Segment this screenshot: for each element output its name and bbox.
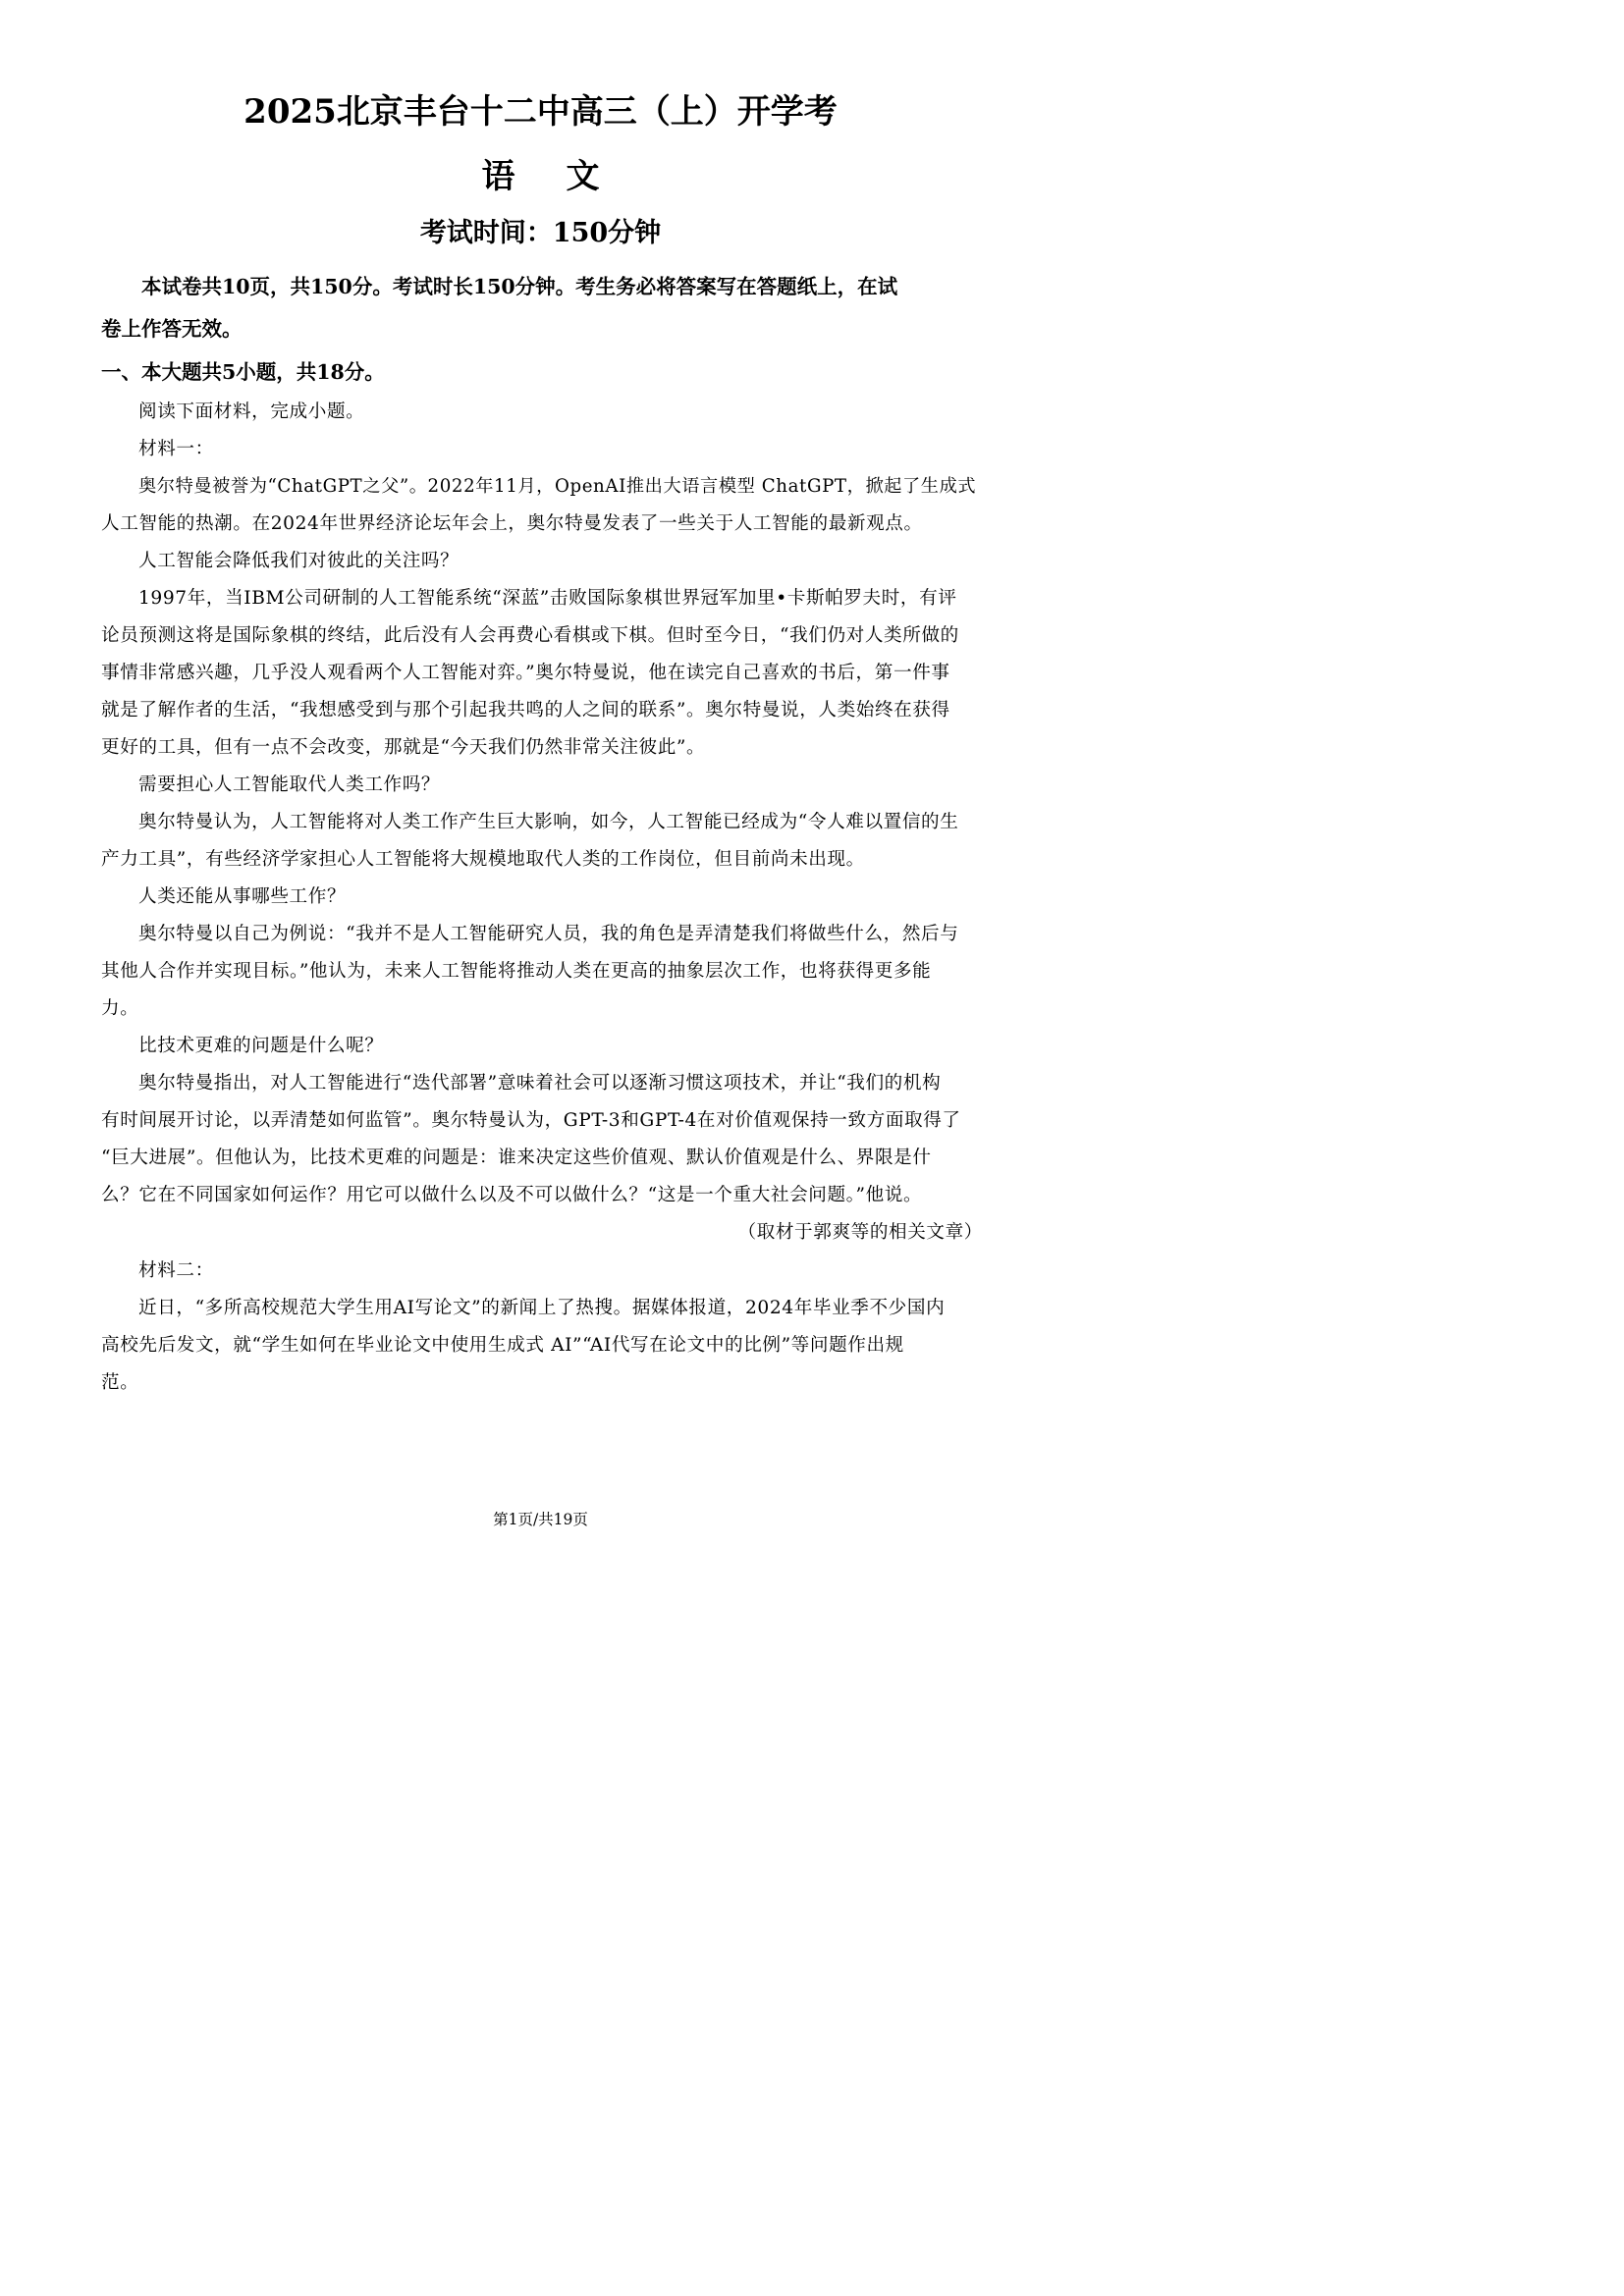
material-1-line: 奥尔特曼认为，人工智能将对人类工作产生巨大影响，如今，人工智能已经成为“令人难以置信的生 (138, 812, 959, 832)
exam-title: 2025北京丰台十二中高三（上）开学考 (244, 92, 838, 132)
material-1-line: “巨大进展”。但他认为，比技术更难的问题是：谁来决定这些价值观、默认价值观是什么、界限是什 (101, 1148, 932, 1168)
material-1-source: （取材于郭爽等的相关文章） (737, 1222, 983, 1243)
material-2-label: 材料二： (138, 1260, 214, 1281)
page-number: 第1页/共19页 (493, 1511, 588, 1528)
material-1-line: 就是了解作者的生活，“我想感受到与那个引起我共鸣的人之间的联系”。奥尔特曼说，人类始终在获得 (101, 700, 950, 721)
material-1-question: 比技术更难的问题是什么呢？ (138, 1036, 384, 1056)
material-1-line: 有时间展开讨论，以弄清楚如何监管”。奥尔特曼认为，GPT-3和GPT-4在对价值观保持一致方面取得了 (101, 1110, 961, 1131)
material-1-line: 人工智能的热潮。在2024年世界经济论坛年会上，奥尔特曼发表了一些关于人工智能的最新观点。 (101, 513, 923, 534)
material-1-line: 产力工具”，有些经济学家担心人工智能将大规模地取代人类的工作岗位，但目前尚未出现。 (101, 849, 865, 870)
material-1-question: 人工智能会降低我们对彼此的关注吗？ (138, 551, 460, 571)
material-1-line: 事情非常感兴趣，几乎没人观看两个人工智能对弈。”奥尔特曼说，他在读完自己喜欢的书后，第一件事 (101, 663, 950, 683)
material-1-line: 奥尔特曼指出，对人工智能进行“迭代部署”意味着社会可以逐渐习惯这项技术，并让“我们的机构 (138, 1073, 942, 1094)
material-1-line: 论员预测这将是国际象棋的终结，此后没有人会再费心看棋或下棋。但时至今日，“我们仍对人类所做的 (101, 625, 959, 646)
material-1-line: 奥尔特曼以自己为例说：“我并不是人工智能研究人员，我的角色是弄清楚我们将做些什么，然后与 (138, 924, 959, 944)
material-1-line: 力。 (101, 998, 139, 1019)
instructions-line-1: 本试卷共10页，共150分。考试时长150分钟。考生务必将答案写在答题纸上，在试 (141, 275, 898, 298)
material-2-line: 范。 (101, 1372, 139, 1393)
instructions-line-2: 卷上作答无效。 (101, 317, 243, 341)
material-2-line: 高校先后发文，就“学生如何在毕业论文中使用生成式 AI”“AI代写在论文中的比例”等问题作出规 (101, 1335, 904, 1356)
reading-prompt: 阅读下面材料，完成小题。 (138, 401, 365, 422)
material-2-line: 近日，“多所高校规范大学生用AI写论文”的新闻上了热搜。据媒体报道，2024年毕业季不少国内 (138, 1298, 946, 1318)
material-1-line: 么？它在不同国家如何运作？用它可以做什么以及不可以做什么？“这是一个重大社会问题。”他说。 (101, 1185, 923, 1205)
material-1-line: 其他人合作并实现目标。”他认为，未来人工智能将推动人类在更高的抽象层次工作，也将获得更多能 (101, 961, 932, 982)
material-1-question: 需要担心人工智能取代人类工作吗？ (138, 774, 441, 795)
material-1-line: 更好的工具，但有一点不会改变，那就是“今天我们仍然非常关注彼此”。 (101, 737, 706, 758)
material-1-line: 1997年，当IBM公司研制的人工智能系统“深蓝”击败国际象棋世界冠军加里•卡斯帕罗夫时，有评 (138, 588, 957, 609)
exam-time: 考试时间：150分钟 (419, 218, 662, 248)
material-1-label: 材料一： (138, 439, 214, 459)
section-heading: 一、本大题共5小题，共18分。 (101, 360, 385, 384)
exam-page (0, 0, 1081, 1530)
material-1-line: 奥尔特曼被誉为“ChatGPT之父”。2022年11月，OpenAI推出大语言模型 ChatGPT，掀起了生成式 (138, 476, 977, 497)
material-1-question: 人类还能从事哪些工作？ (138, 886, 347, 907)
subject-title: 语文 (481, 157, 651, 196)
